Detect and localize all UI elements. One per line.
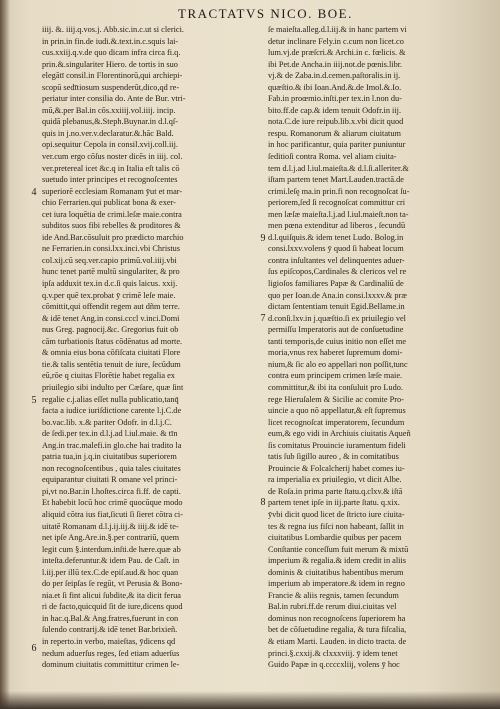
text-line: moria,vnus rex haberet ſupremum domi- (268, 348, 403, 358)
text-line: in hoc parificantur, quia pariter puniuntur (268, 140, 406, 150)
text-line: subditos suos fibi rebelles & proditores & (42, 221, 181, 231)
text-line: cōmittit,qui offendit regem aut dñm terre. (42, 302, 180, 312)
text-line: vj.& de Zaba.in.d.cemen.paſtoralis.in ij. (268, 71, 401, 81)
text-line: ſeditioſi contra Roma. vel aliam ciuita- (268, 152, 397, 162)
text-line: priuilegio sibi indulto per Cæſare, quæ ſint (42, 382, 184, 392)
text-line: ipſa adduxit tex.in d.c.ſi quis laicus. xxij. (42, 279, 178, 289)
running-head: TRACTATVS NICO. BOE. (178, 6, 353, 21)
text-line: Fab.in proœmio.inſti.per tex.in l.non du- (268, 94, 402, 104)
text-line: tie.& talis sentētia tenuit de iure, ſecūdum (42, 359, 181, 369)
text-line: ide And.Bar.cōsuluit pro prædicto marchio (42, 232, 184, 242)
text-line: licet recognoſcat imperatorem, ſecundum (268, 417, 405, 427)
text-line: ȳvbi dicit quod licet de ſtricto iure ciuita- (268, 509, 405, 519)
text-line: committitur,& ibi ita conſuluit pro Ludo. (268, 382, 403, 392)
text-line: ver.pretereal icet &c.q in Italia eſt talis cō (42, 163, 180, 173)
text-line: Prouincie & Folcalcherij habet comes iu- (268, 463, 405, 473)
text-line: tem d.l.j.ad l.iul.maieſta.& d.l.ſi.alleriter.& (268, 163, 409, 173)
text-line: ra imperialia ex priuilegio, vt dicit Albe. (268, 475, 402, 485)
text-line: elegātī consil.in Florentinorū,qui archiepi- (42, 71, 183, 81)
text-line: eū,rōe q ciuitas Florētie habet regalia ex (42, 371, 175, 381)
text-line: men pœna extenditur ad liberos , ſecundū (268, 221, 406, 231)
text-line: ſus epiſcopos,Cardinales & clericos vel re (268, 267, 407, 277)
text-line: nia.et ſi fint alicui ſubdite,& ita dicit ferua (42, 590, 181, 600)
text-line: equiparantur ciuitati R omane vel princi- (42, 475, 178, 485)
text-line: dominus non recognoſcens ſuperiorem ha (268, 613, 406, 623)
text-line: dominis & ciuitatibus habentibus merum (268, 567, 404, 577)
left-text-column (42, 24, 251, 671)
text-line: ligioſos familiares Papæ & Cardinaliū de (268, 279, 404, 289)
page-binding-shadow (0, 0, 10, 709)
text-line: contra inſultantes vel delinquentes aduer- (268, 255, 405, 265)
margin-number: 4 (31, 187, 37, 198)
text-line: contra eum principem crimen læſe maie. (268, 371, 403, 381)
text-line: ſe maieſta.alleg.d.l.iij.& in hanc partem vi (268, 25, 407, 34)
text-line: eum,& ego vidi in Archiuis ciuitatis Aqueñ (268, 429, 411, 439)
right-text-column (268, 24, 477, 671)
text-line: bito.ff.de cap.& idem tenuit Odofr.in iij. (268, 105, 402, 115)
text-line: rege Hieruſalem & Sicilie ac comite Pro- (268, 394, 404, 404)
text-line: patria tua,in j.q.in ciuitatibus superiorem (42, 452, 177, 462)
text-line: bo.vac.lib. x.& pariter Odofr. in d.l.j.C. (42, 417, 172, 427)
text-line: cām turbationis ſtatus cōdēnatus ad morte. (42, 336, 183, 346)
margin-number: 8 (260, 497, 266, 508)
text-line: men læſæ maieſta.l.j.ad l.iul.maieſt.non ta- (268, 209, 409, 219)
text-line: in hac.q.Bal.& Ang.fratres,fuerunt in con (42, 613, 179, 623)
text-line: d.l.quiſquis.& idem tenet Ludo. Bolog.in (268, 232, 404, 242)
text-line: Et habebit locū hoc crimē quocūque modo (42, 498, 183, 508)
text-line: Guido Papæ in q.ccccxliij, volens ȳ hoc (268, 660, 400, 670)
text-line: col.xij.cū seq.ver.capio primū.vol.iiij.vbi (42, 255, 177, 265)
text-line: nota.C.de iure reipub.lib.x.vbi dicit quod (268, 117, 404, 127)
text-line: ver.cum ergo cōſus noster dicēs in iiij. col. (42, 152, 183, 162)
text-line: opi.sequitur Cepola in consil.xvij.coll.iij. (42, 140, 178, 150)
text-line: quidā plebanus,&.Steph.Buynar.in d.l.qſ- (42, 117, 178, 127)
text-line: prin.&.singulariter Hiero. de tortis in suo (42, 59, 178, 69)
text-line: dictam ſententiam tenuit Egid.Bellame.in (268, 302, 405, 312)
text-line: regalie c.j.alias eſſet nulla publicatio,tanq̄ (42, 394, 179, 404)
text-line: & etiam Marti. Lauden. in dicto tracta. de (268, 636, 407, 646)
text-line: d.conſi.lxv.in j.quæſtio.ſi ex priuilegio vel (268, 313, 406, 323)
margin-number: 5 (31, 395, 37, 406)
text-line: & omnia eius bona cōfiſcata ciuitati Flore (42, 348, 181, 358)
text-line: pi,vt no.Bar.in l.hoſtes.circa fi.ff. de capti. (42, 486, 181, 496)
text-line: periorem,ſed ſi recognoſcat committur cri (268, 198, 406, 208)
text-line: q.v.per quē tex.probat ȳ crimē leſe maie. (42, 290, 176, 300)
text-line: periatur inter consilia do. Ante de Bur. vtri- (42, 94, 186, 104)
text-line: l.iij.per illū tex.C.de epiſ.aud.& hoc quan (42, 567, 179, 577)
page-bottom-shadow (0, 691, 500, 709)
text-line: nus Greg. pagnocij.&c. Gregorius fuit ob (42, 325, 179, 335)
text-line: in reperto.in verbo, maieſtas, ȳdicens qd (42, 636, 176, 646)
text-line: princi.§.cxxij.& clxxxviij. ȳ idem tenet (268, 648, 398, 658)
text-line: nium,& ſic alo eo appellari non poſſit,tunc (268, 359, 408, 369)
text-line: do per ſeipſas ſe regūt, vt Perusia & Bono- (42, 579, 183, 589)
text-line: de Roſa.in prima parte ſtatu.q.clxv.& iſtā (268, 486, 403, 496)
text-line: imperium & regalia.& idem credit in aliis (268, 556, 407, 566)
text-line: ibi Pet.de Ancha.in iiij.not.de pœnis.libr. (268, 59, 403, 69)
text-line: iſtam partem tenet Mart.Lauden.tractā.de (268, 175, 404, 185)
text-line: non recognoſcentibus , quia tales ciuitates (42, 463, 181, 473)
text-line: ne Ferrarien.in consi.lxx.inci.vbi Christus (42, 244, 181, 254)
text-line: superiorē ecclesiam Romanam ȳut et mar- (42, 186, 183, 196)
text-line: quæſtio.& ibi Ioan.And.&.de Imol.&.Io. (268, 82, 402, 92)
text-line: quo per Ioan.de Ana.in consi.lxxxv.& præ (268, 290, 407, 300)
text-line: detur inclinare Fely.in c.cum non licet.co (268, 36, 404, 46)
text-line: hunc tenet partē multū singulariter, & pro (42, 267, 180, 277)
margin-number: 6 (31, 643, 37, 654)
text-line: ri de facto,quicquid ſit de iure,dicens quod (42, 602, 183, 612)
text-line: ciuitatibus Lombardie quibus per pacem (268, 533, 402, 543)
text-line: lum.vj.de præſcri.& Archi.in c. fœlicis. & (268, 48, 406, 58)
text-line: ſulendo contrarij.& idē tenet Bar.brixieñ. (42, 625, 178, 635)
text-line: bet de cōſuetudine regalia, & tura fiſcalia, (268, 625, 407, 635)
text-line: tanti temporis,de cuius initio non eſſet me (268, 336, 407, 346)
text-line: consi.lxxv.volens ȳ quod ſi habeat locum (268, 244, 404, 254)
text-line: Ang.in trac.malefi.in glo.che hai tradito la (42, 440, 182, 450)
text-line: chio Ferrarien.qui publicat bona & exer- (42, 198, 176, 208)
text-line: in prin.in fin.de iudi.&.text.in.c.squis lai- (42, 36, 179, 46)
text-line: Francie & aliis regnis, tamen ſecundum (268, 590, 399, 600)
text-line: facta a iudice iuriſdictione carente l.j.C.de (42, 406, 182, 416)
text-line: partem tenet ipſe in iij.parte ſtatu. q.xix. (268, 498, 400, 508)
text-line: suetudo inter principes et recognoſcentes (42, 175, 178, 185)
text-line: quis in j.no.ver.v.declaratur.&.hāc Bald. (42, 128, 174, 138)
text-line: uincie a quo nō appellatur,& eſt ſupremus (268, 406, 406, 416)
text-line: dominum ciuitatis committitur crimen le- (42, 660, 180, 670)
text-line: inteſta.deferuntur.& idem Pau. de Caſt. in (42, 556, 180, 566)
text-line: scopū sedītiosum suspenderūt,dico,qd re- (42, 82, 180, 92)
text-line: & idē tenet Ang.in consi.cccl v.inci.Domi (42, 313, 180, 323)
text-line: crimi.leſę ma.in prin.fi non recognoſcat ſu- (268, 186, 410, 196)
text-line: permiſſu Imperatoris aut de conſuetudine (268, 325, 404, 335)
margin-number: 9 (260, 233, 266, 244)
text-line: net ipſe Ang.Are.in.§.per contrariū, quem (42, 533, 180, 543)
text-line: imperium ab imperatore.& idem in regno (268, 579, 405, 589)
text-line: ſis comitatus Prouincie iuramentum fideli (268, 440, 406, 450)
text-line: iiij. &. iiij.q.vos.j. Abb.sic.in.c.ut si clerici. (42, 25, 184, 34)
text-line: aliquid cōtra ius fiat,ſicuti ſi ſieret cōtra ci- (42, 509, 183, 519)
text-line: legit cum §.interdum.inſti.de hære.quæ ab (42, 544, 181, 554)
text-line: tes & regna ius fiſci non habeant, ſallit in (268, 521, 404, 531)
text-line: mū,&.per Bal.in cōs.xxiiij.vol.iiij. incip. (42, 105, 176, 115)
text-line: de ſedi.per tex.in d.l.j.ad l.iul.maie. & tīn (42, 429, 178, 439)
text-line: tatis ſub ſigillo aureo , & in comitatibus (268, 452, 399, 462)
text-line: cet iura loquētia de crimi.leſæ maie.contra (42, 209, 182, 219)
text-line: cus.xxiij.q.v.de quo dicam infra circa fi.q. (42, 48, 181, 58)
margin-number: 7 (260, 313, 266, 324)
text-line: Bal.in rubri.ff.de rerum diui.ciuitas vel (268, 602, 397, 612)
text-line: respu. Romanorum & aliarum ciuitatum (268, 128, 401, 138)
text-line: Conſtantie conceſſum fuit merum & mixtū (268, 544, 409, 554)
text-line: uitatē Romanam d.l.j.ij.iij.& iiij.& idē te- (42, 521, 179, 531)
text-line: nedum aduerſus reges, ſed etiam aduerſus (42, 648, 180, 658)
